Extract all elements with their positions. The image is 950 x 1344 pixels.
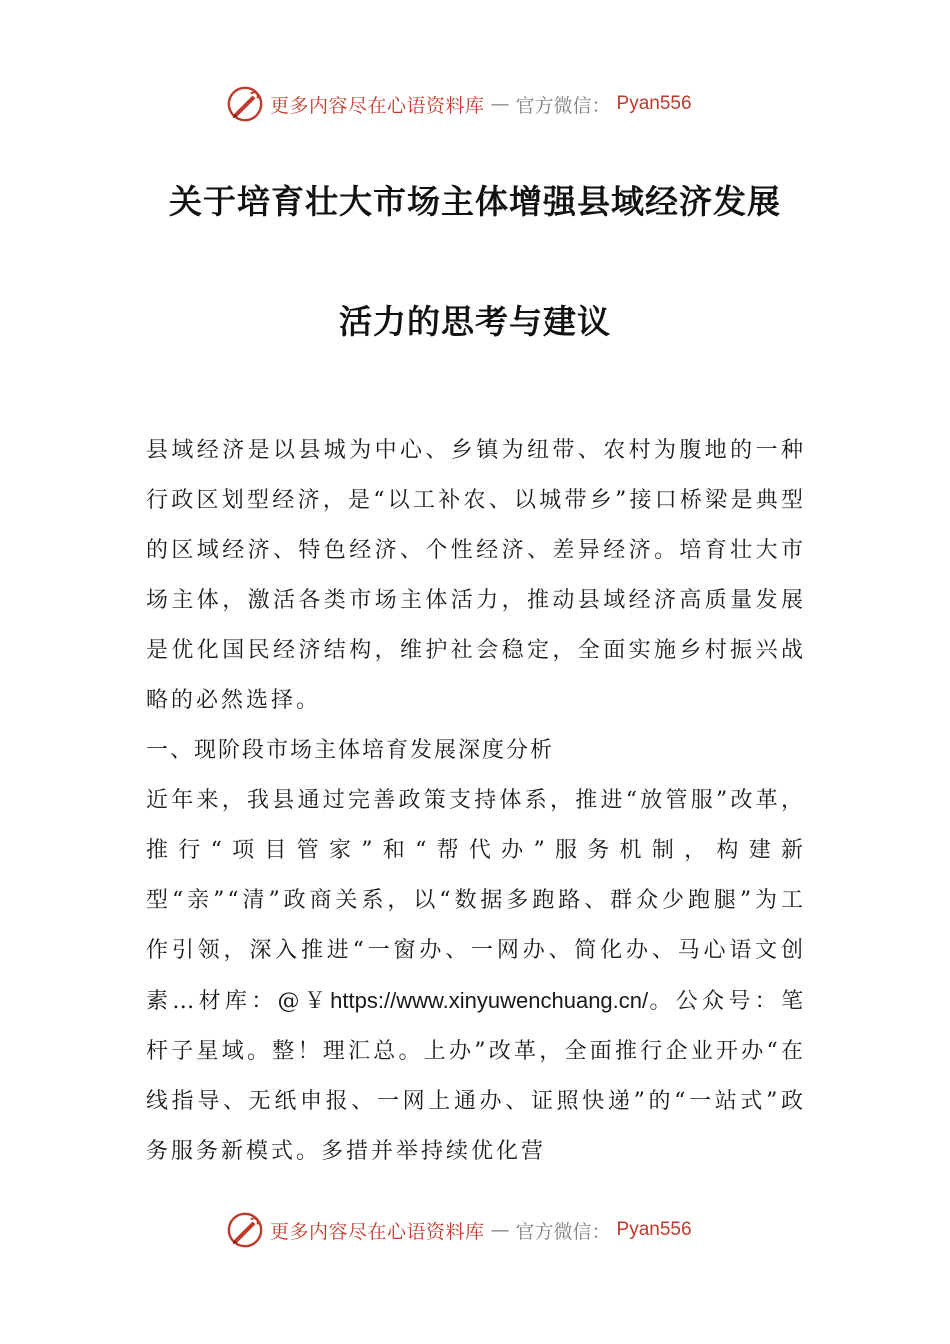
- document-title-line-2: 活力的思考与建议: [339, 302, 611, 341]
- paragraph-2-text-before-url: 近年来，我县通过完善政策支持体系，推进“放管服”改革，推行“项目管家”和“帮代办”服务机制，构建新型“亲”“清”政商关系，以“数据多跑路、群众少跑腿”为工作引领，深入推进“一窗办、一网办、简化办、马心语文创素…材库：@￥: [146, 788, 806, 1014]
- banner-handle: Pyan556: [616, 1219, 692, 1240]
- website-url: https://www.xinyuwenchuang.cn/: [330, 988, 649, 1013]
- banner-handle: Pyan556: [616, 93, 692, 114]
- body-paragraph-2: [146, 776, 806, 1177]
- intro-paragraph: 县域经济是以县城为中心、乡镇为纽带、农村为腹地的一种行政区划型经济，是“以工补农、以城带乡”接口桥梁是典型的区域经济、特色经济、个性经济、差异经济。培育壮大市场主体，激活各类市场主体活力，推动县域经济高质量发展是优化国民经济结构，维护社会稳定，全面实施乡村振兴战略的必然选择。: [146, 438, 806, 713]
- header-banner: [226, 84, 692, 124]
- document-body: [146, 426, 806, 1177]
- banner-wechat-label: 官方微信：: [515, 1220, 611, 1243]
- banner-separator: —: [490, 1219, 510, 1241]
- pen-logo-icon: [226, 85, 264, 123]
- banner-wechat-label: 官方微信：: [515, 94, 611, 117]
- document-title-line-1: 关于培育壮大市场主体增强县域经济发展: [169, 182, 781, 221]
- banner-site-text: 更多内容尽在心语资料库: [270, 1220, 485, 1243]
- section-heading: 一、现阶段市场主体培育发展深度分析: [146, 738, 555, 763]
- banner-separator: —: [490, 93, 510, 115]
- paragraph-2-text-after-url: 。公众号：笔杆子星域。整！理汇总。上办”改革，全面推行企业开办“在线指导、无纸申报、一网上通办、证照快递”的“一站式”政务服务新模式。多措并举持续优化营: [146, 989, 806, 1164]
- footer-banner: [226, 1210, 692, 1250]
- banner-site-text: 更多内容尽在心语资料库: [270, 94, 485, 117]
- pen-logo-icon: [226, 1211, 264, 1249]
